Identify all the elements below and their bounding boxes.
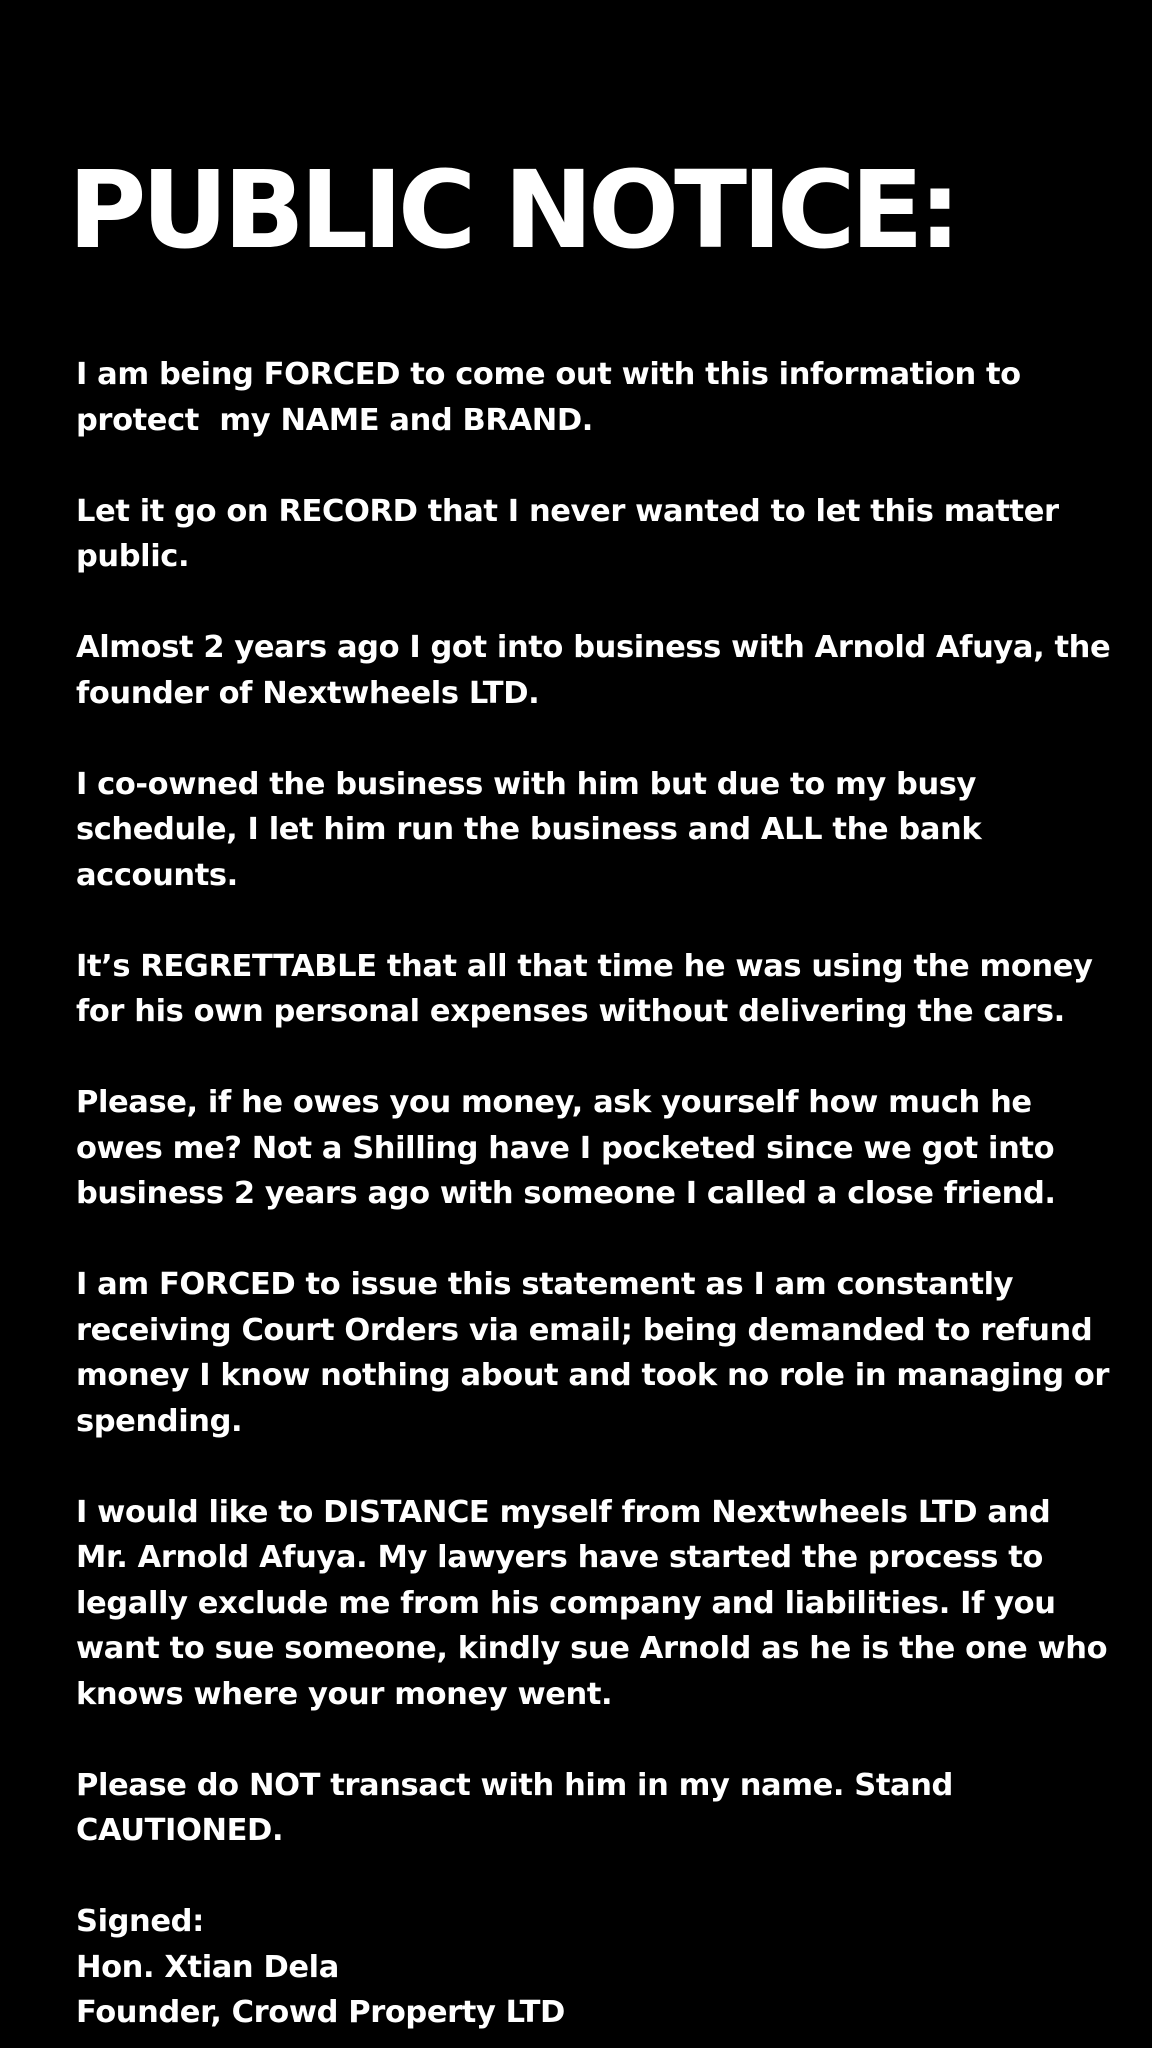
paragraph-line: spending.: [76, 1403, 243, 1439]
paragraph-line: business 2 years ago with someone I called a close friend.: [76, 1176, 1056, 1211]
notice-title: PUBLIC NOTICE:: [68, 149, 957, 273]
paragraph-line: Almost 2 years ago I got into business with Arnold Afuya, the: [76, 630, 1111, 665]
paragraph-7: [76, 1262, 1152, 1444]
paragraph-2: [76, 489, 1152, 580]
paragraph-5: [76, 944, 1152, 1035]
paragraph-line: I am being FORCED to come out with this information to: [76, 357, 1021, 392]
paragraph-line: I would like to DISTANCE myself from Nextwheels LTD and: [76, 1494, 1051, 1530]
signature-block: [76, 1899, 1152, 2036]
paragraph-6: [76, 1080, 1152, 1217]
paragraph-9: [76, 1763, 1152, 1854]
paragraph-line: receiving Court Orders via email; being demanded to refund: [76, 1312, 1093, 1348]
signature-label: Signed:: [76, 1904, 204, 1939]
paragraph-line: schedule, I let him run the business and ALL the bank: [76, 812, 982, 847]
paragraph-4: [76, 762, 1152, 899]
paragraph-line: knows where your money went.: [76, 1676, 613, 1712]
paragraph-line: for his own personal expenses without delivering the cars.: [76, 994, 1065, 1029]
paragraph-line: want to sue someone, kindly sue Arnold as he is the one who: [76, 1631, 1108, 1666]
paragraph-line: Let it go on RECORD that I never wanted to let this matter: [76, 493, 1059, 529]
paragraph-line: CAUTIONED.: [76, 1813, 284, 1848]
paragraph-line: protect my NAME and BRAND.: [76, 402, 593, 438]
signatory-role: Founder, Crowd Property LTD: [76, 1995, 565, 2030]
notice-body: [76, 352, 1152, 2036]
paragraph-line: owes me? Not a Shilling have I pocketed since we got into: [76, 1130, 1055, 1166]
signatory-name: Hon. Xtian Dela: [76, 1949, 339, 1985]
paragraph-3: [76, 625, 1152, 716]
paragraph-line: Please do NOT transact with him in my name. Stand: [76, 1767, 953, 1803]
paragraph-line: I am FORCED to issue this statement as I am constantly: [76, 1267, 1014, 1302]
paragraph-line: I co-owned the business with him but due to my busy: [76, 766, 977, 802]
paragraph-8: [76, 1490, 1152, 1718]
paragraph-line: It’s REGRETTABLE that all that time he was using the money: [76, 948, 1093, 984]
paragraph-line: legally exclude me from his company and liabilities. If you: [76, 1585, 1056, 1621]
paragraph-line: Please, if he owes you money, ask yourself how much he: [76, 1085, 1032, 1120]
paragraph-line: public.: [76, 539, 190, 574]
paragraph-line: Mr. Arnold Afuya. My lawyers have started the process to: [76, 1540, 1043, 1575]
paragraph-line: money I know nothing about and took no role in managing or: [76, 1358, 1110, 1393]
paragraph-line: accounts.: [76, 857, 238, 893]
paragraph-line: founder of Nextwheels LTD.: [76, 675, 540, 711]
paragraph-1: [76, 352, 1152, 443]
